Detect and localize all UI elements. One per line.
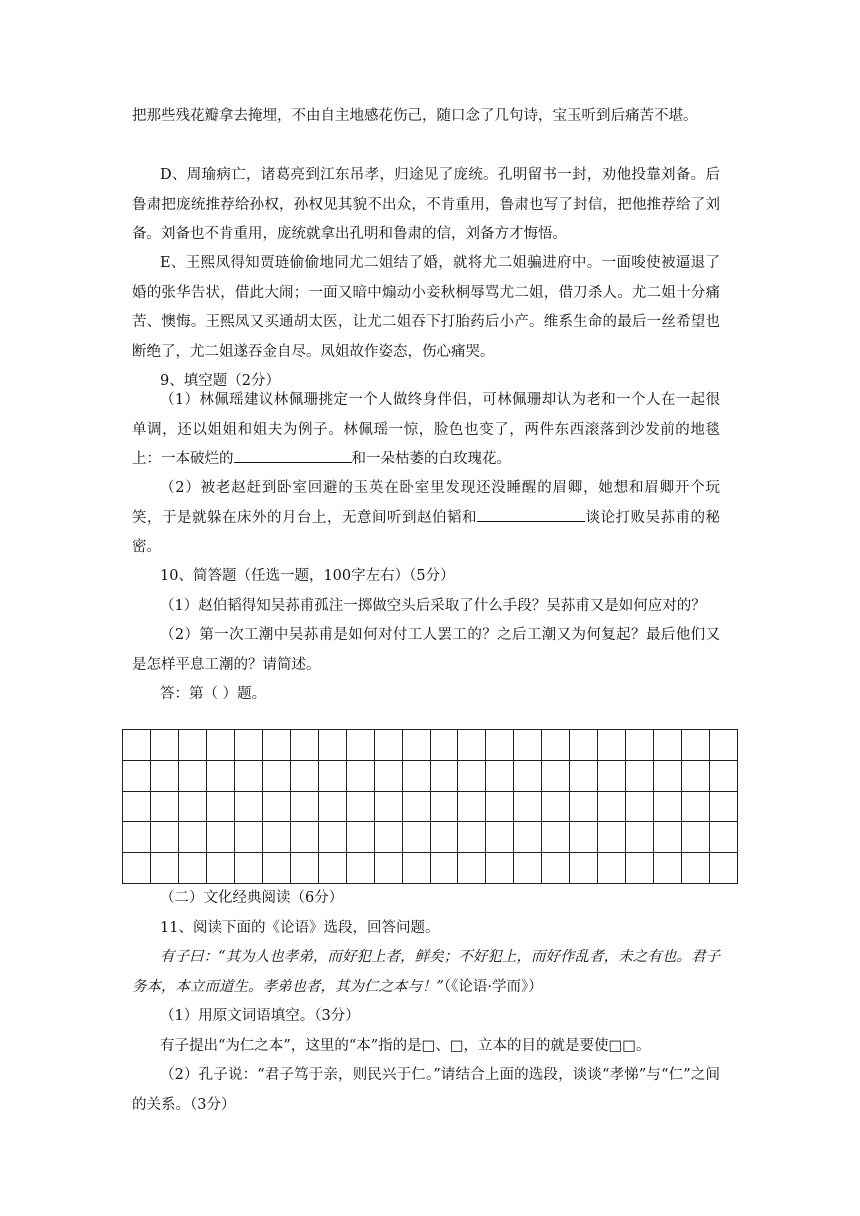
grid-cell[interactable] [375, 730, 403, 761]
grid-cell[interactable] [598, 792, 626, 823]
q10-option-2: （2）第一次工潮中吴荪甫是如何对付工人罢工的？之后工潮又为何复起？最后他们又是怎样平息工潮的？请简述。 [132, 627, 720, 673]
q11-1-text: 有子提出“为仁之本”，这里的“本”指的是□、□，立本的目的就是要使□□。 [160, 1037, 651, 1054]
grid-cell[interactable] [542, 761, 570, 792]
grid-cell[interactable] [598, 730, 626, 761]
grid-cell[interactable] [375, 822, 403, 853]
grid-cell[interactable] [403, 730, 431, 761]
grid-cell[interactable] [710, 822, 738, 853]
q9-1-blank[interactable] [234, 447, 352, 463]
grid-cell[interactable] [542, 822, 570, 853]
q9-1-after: 和一朵枯萎的白玫瑰花。 [351, 451, 511, 467]
grid-cell[interactable] [347, 761, 375, 792]
section-2-title: （二）文化经典阅读（6分） [160, 890, 344, 906]
grid-cell[interactable] [458, 792, 486, 823]
grid-cell[interactable] [291, 853, 319, 884]
grid-cell[interactable] [403, 792, 431, 823]
paragraph-e: E、王熙凤得知贾琏偷偷地同尤二姐结了婚，就将尤二姐骗进府中。一面唆使被逼退了婚的张华告状，借此大闹；一面又暗中煽动小妾秋桐辱骂尤二姐，借刀杀人。尤二姐十分痛苦、懊悔。王熙凤又买通胡太医，让尤二姐吞下打胎药后小产。维系生命的最后一丝希望也断绝了，尤二姐遂吞金自尽。凤姐故作姿态，伤心痛哭。 [132, 255, 720, 360]
grid-cell[interactable] [123, 730, 151, 761]
grid-cell[interactable] [151, 822, 179, 853]
grid-cell[interactable] [458, 730, 486, 761]
grid-cell[interactable] [179, 761, 207, 792]
grid-cell[interactable] [431, 730, 459, 761]
grid-cell[interactable] [291, 792, 319, 823]
grid-cell[interactable] [263, 822, 291, 853]
q9-2-text [132, 474, 720, 563]
grid-cell[interactable] [654, 853, 682, 884]
grid-cell[interactable] [235, 853, 263, 884]
grid-cell[interactable] [654, 792, 682, 823]
grid-cell[interactable] [682, 730, 710, 761]
grid-cell[interactable] [570, 853, 598, 884]
grid-cell[interactable] [682, 792, 710, 823]
grid-cell[interactable] [710, 792, 738, 823]
grid-cell[interactable] [207, 822, 235, 853]
q9-2-blank[interactable] [477, 506, 585, 522]
grid-cell[interactable] [319, 761, 347, 792]
q9-2-after: 谈论打败吴荪甫的秘密。 [132, 509, 720, 555]
grid-cell[interactable] [319, 822, 347, 853]
grid-cell[interactable] [179, 822, 207, 853]
grid-cell[interactable] [570, 730, 598, 761]
grid-cell[interactable] [431, 792, 459, 823]
grid-cell[interactable] [179, 853, 207, 884]
section-2 [132, 884, 720, 1120]
grid-cell[interactable] [319, 792, 347, 823]
grid-cell[interactable] [151, 853, 179, 884]
grid-cell[interactable] [710, 853, 738, 884]
grid-cell[interactable] [347, 822, 375, 853]
grid-cell[interactable] [431, 853, 459, 884]
grid-cell[interactable] [235, 761, 263, 792]
grid-cell[interactable] [291, 730, 319, 761]
grid-cell[interactable] [654, 822, 682, 853]
grid-cell[interactable] [151, 761, 179, 792]
analects-quote [132, 943, 720, 1002]
q10-answer-label: 答：第（ ）题。 [160, 686, 267, 702]
passage-c-continued [132, 102, 720, 132]
grid-cell[interactable] [682, 853, 710, 884]
grid-cell[interactable] [347, 853, 375, 884]
grid-cell[interactable] [291, 761, 319, 792]
grid-cell[interactable] [123, 822, 151, 853]
grid-cell[interactable] [542, 853, 570, 884]
grid-cell[interactable] [486, 730, 514, 761]
grid-cell[interactable] [179, 792, 207, 823]
q9-1-text [132, 386, 720, 475]
grid-cell[interactable] [654, 761, 682, 792]
grid-cell[interactable] [486, 822, 514, 853]
grid-cell[interactable] [123, 792, 151, 823]
q9-heading: 9、填空题（2分） [160, 373, 280, 389]
grid-cell[interactable] [486, 853, 514, 884]
grid-cell[interactable] [514, 792, 542, 823]
grid-cell[interactable] [458, 822, 486, 853]
grid-cell[interactable] [263, 730, 291, 761]
grid-cell[interactable] [431, 761, 459, 792]
grid-cell[interactable] [123, 761, 151, 792]
grid-cell[interactable] [710, 761, 738, 792]
grid-cell[interactable] [514, 853, 542, 884]
grid-cell[interactable] [403, 822, 431, 853]
q9-1-before: （1）林佩瑶建议林佩珊挑定一个人做终身伴侣，可林佩珊却认为老和一个人在一起很单调，还以姐姐和姐夫为例子。林佩瑶一惊，脸色也变了，两件东西滚落到沙发前的地毯上：一本破烂的 [132, 392, 720, 467]
grid-cell[interactable] [151, 730, 179, 761]
q9-2-before: （2）被老赵赶到卧室回避的玉英在卧室里发现还没睡醒的眉卿，她想和眉卿开个玩笑，于是就躲在床外的月台上，无意间听到赵伯韬和 [132, 480, 720, 526]
grid-cell[interactable] [514, 822, 542, 853]
grid-cell[interactable] [235, 822, 263, 853]
grid-cell[interactable] [347, 730, 375, 761]
grid-cell[interactable] [598, 761, 626, 792]
grid-cell[interactable] [319, 730, 347, 761]
grid-cell[interactable] [375, 761, 403, 792]
grid-cell[interactable] [207, 730, 235, 761]
grid-cell[interactable] [235, 792, 263, 823]
grid-cell[interactable] [626, 730, 654, 761]
grid-cell[interactable] [682, 822, 710, 853]
grid-cell[interactable] [710, 730, 738, 761]
grid-cell[interactable] [626, 792, 654, 823]
grid-cell[interactable] [570, 822, 598, 853]
grid-cell[interactable] [570, 792, 598, 823]
grid-cell[interactable] [682, 761, 710, 792]
grid-cell[interactable] [486, 761, 514, 792]
grid-cell[interactable] [626, 822, 654, 853]
question-9-2 [132, 474, 720, 563]
quote-source: （《论语·学而》） [443, 978, 543, 995]
answer-grid[interactable] [122, 729, 738, 884]
grid-cell[interactable] [207, 792, 235, 823]
grid-cell[interactable] [570, 761, 598, 792]
grid-cell[interactable] [654, 730, 682, 761]
option-d [132, 161, 720, 250]
q11-1-heading: （1）用原文词语填空。（3分） [160, 1008, 360, 1024]
grid-cell[interactable] [347, 792, 375, 823]
grid-cell[interactable] [235, 730, 263, 761]
grid-cell[interactable] [598, 822, 626, 853]
q10-heading: 10、简答题（任选一题，100字左右）（5分） [160, 568, 455, 584]
grid-cell[interactable] [263, 761, 291, 792]
grid-cell[interactable] [263, 853, 291, 884]
grid-cell[interactable] [319, 853, 347, 884]
grid-cell[interactable] [458, 853, 486, 884]
grid-cell[interactable] [207, 853, 235, 884]
quote-text: 有子曰：“其为人也孝弟，而好犯上者，鲜矣；不好犯上，而好作乱者，未之有也。君子务本，本立而道生。孝弟也者，其为仁之本与！” [132, 949, 720, 995]
grid-cell[interactable] [458, 761, 486, 792]
question-10 [132, 562, 720, 710]
grid-cell[interactable] [626, 853, 654, 884]
q10-option-1: （1）赵伯韬得知吴荪甫孤注一掷做空头后采取了什么手段？吴荪甫又是如何应对的？ [160, 597, 706, 614]
q11-2-text: （2）孔子说：“君子笃于亲，则民兴于仁。”请结合上面的选段，谈谈“孝悌”与“仁”之间的关系。（3分） [132, 1067, 720, 1113]
option-e [132, 249, 720, 367]
grid-cell[interactable] [207, 761, 235, 792]
paragraph-d: D、周瑜病亡，诸葛亮到江东吊孝，归途见了庞统。孔明留书一封，劝他投靠刘备。后鲁肃把庞统推荐给孙权，孙权见其貌不出众，不肯重用，鲁肃也写了封信，把他推荐给了刘备。刘备也不肯重用，庞统就拿出孔明和鲁肃的信，刘备方才悔悟。 [132, 167, 720, 242]
grid-cell[interactable] [514, 761, 542, 792]
grid-cell[interactable] [179, 730, 207, 761]
grid-cell[interactable] [542, 792, 570, 823]
grid-cell[interactable] [626, 761, 654, 792]
grid-cell[interactable] [431, 822, 459, 853]
grid-cell[interactable] [542, 730, 570, 761]
grid-cell[interactable] [598, 853, 626, 884]
q11-heading: 11、阅读下面的《论语》选段，回答问题。 [160, 919, 440, 936]
grid-cell[interactable] [403, 761, 431, 792]
paragraph-c-tail: 把那些残花瓣拿去掩埋，不由自主地感花伤己，随口念了几句诗，宝玉听到后痛苦不堪。 [132, 108, 698, 124]
grid-cell[interactable] [403, 853, 431, 884]
grid-cell[interactable] [375, 792, 403, 823]
grid-cell[interactable] [291, 822, 319, 853]
grid-cell[interactable] [486, 792, 514, 823]
grid-cell[interactable] [514, 730, 542, 761]
grid-cell[interactable] [151, 792, 179, 823]
grid-cell[interactable] [375, 853, 403, 884]
grid-cell[interactable] [263, 792, 291, 823]
grid-cell[interactable] [123, 853, 151, 884]
question-9-1 [132, 386, 720, 475]
